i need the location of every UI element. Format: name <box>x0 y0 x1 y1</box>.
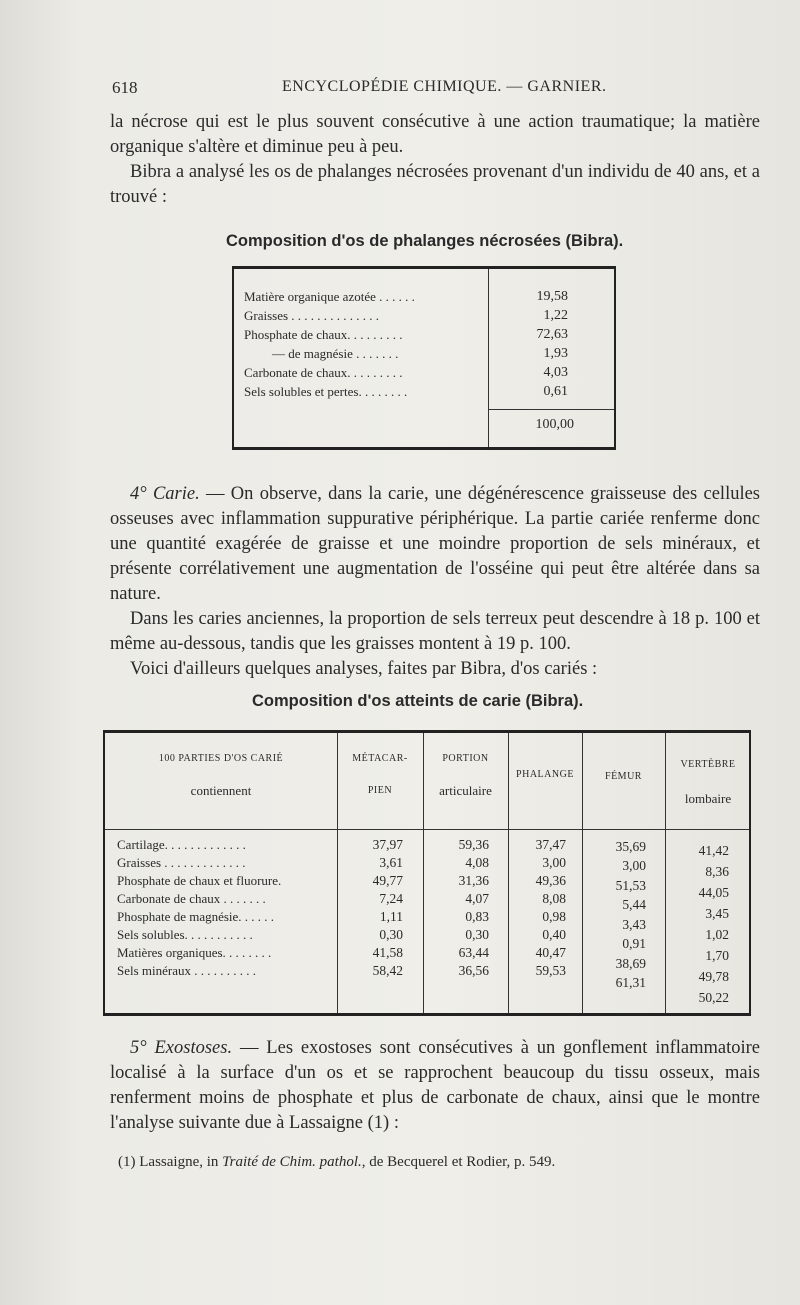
table1-row <box>244 346 608 364</box>
table1-caption: Composition d'os de phalanges nécrosées (Bibra). <box>226 232 624 250</box>
table1-sum-line <box>488 409 614 410</box>
table2-cell: 0,83 <box>465 909 489 924</box>
table2-cell: 3,00 <box>542 855 566 870</box>
table2-header-vertebre: VERTÈBRE <box>680 759 736 770</box>
exostoses-text <box>110 1036 760 1136</box>
table1-row-label: — de magnésie . . . . . . . <box>272 346 399 361</box>
table2-header-vertebre-sub: lombaire <box>684 791 732 806</box>
table1-row-label: Matière organique azotée . . . . . . <box>244 289 415 304</box>
table2-cell: 0,91 <box>622 936 646 951</box>
footnote-text-pre: Lassaigne, in <box>139 1154 219 1170</box>
table2-header-portion-sub: articulaire <box>439 783 492 798</box>
exostoses-paragraph <box>110 1036 760 1136</box>
table2-cell: 31,36 <box>458 873 489 888</box>
table1-row-label: Phosphate de chaux. . . . . . . . . <box>244 327 403 342</box>
table2-row-label: Graisses . . . . . . . . . . . . . <box>117 855 246 870</box>
table2-cell: 49,77 <box>372 873 403 888</box>
table2-cell: 41,42 <box>698 843 729 858</box>
table2-row-label: Carbonate de chaux . . . . . . . <box>117 891 266 906</box>
carie-paragraph-1-body: — On observe, dans la carie, une dégénérescence graisseuse des cellules osseuses avec inflammation suppurative périphérique. La partie cariée renferme donc une quantité exagérée de graisse et une moindre proportion de sels minéraux, et présente corrélativement une augmentation de l'osséine qui peut être altérée dans sa nature. <box>110 484 761 604</box>
footnote <box>118 1154 555 1171</box>
intro-text <box>110 110 760 210</box>
carie-paragraph-1 <box>110 482 760 607</box>
table2-row-label: Sels solubles. . . . . . . . . . . <box>117 927 253 942</box>
table2-cell: 4,07 <box>465 891 489 906</box>
table1-row <box>244 327 608 345</box>
table1-row-label: Graisses . . . . . . . . . . . . . . <box>244 308 380 323</box>
table1-total: 100,00 <box>535 417 574 432</box>
table2-cell: 36,56 <box>458 963 489 978</box>
table2-cell: 58,42 <box>372 963 403 978</box>
table2-cell: 44,05 <box>698 885 729 900</box>
carie-text <box>110 482 760 682</box>
table2-cell: 59,36 <box>458 837 489 852</box>
table1-row <box>244 289 608 307</box>
table1-row-label: Sels solubles et pertes. . . . . . . . <box>244 384 408 399</box>
table2-cell: 1,02 <box>705 927 729 942</box>
carie-paragraph-2: Dans les caries anciennes, la proportion de sels terreux peut descendre à 18 p. 100 et même au-dessous, tandis que les graisses montent à 19 p. 100. <box>110 609 760 654</box>
intro-paragraph-1: la nécrose qui est le plus souvent consécutive à une action traumatique; la matière organique s'altère et diminue peu à peu. <box>110 112 760 157</box>
table2-cell: 7,24 <box>379 891 403 906</box>
table2-cell: 5,44 <box>622 897 646 912</box>
page-header <box>112 72 752 100</box>
table2-cell: 3,61 <box>379 855 403 870</box>
table2-cell: 37,97 <box>372 837 403 852</box>
table2-row-label: Cartilage. . . . . . . . . . . . . <box>117 837 246 852</box>
exostoses-body: — Les exostoses sont consécutives à un gonflement inflammatoire localisé à la surface d'un os et se rapprochent beaucoup du tissu osseux, mais renferment moins de phosphate et plus de carbonate de chaux, ainsi que le montre l'analyse suivante due à Lassaigne (1) : <box>110 1038 761 1133</box>
table2-cell: 51,53 <box>615 878 646 893</box>
table2-cell: 38,69 <box>615 956 646 971</box>
carie-paragraph-3: Voici d'ailleurs quelques analyses, faites par Bibra, d'os cariés : <box>130 659 598 679</box>
table2-cell: 63,44 <box>458 945 489 960</box>
table2-row-label: Matières organiques. . . . . . . . <box>117 945 272 960</box>
table2-cell: 40,47 <box>535 945 566 960</box>
table2-cell: 35,69 <box>615 839 646 854</box>
table2-cell: 0,40 <box>542 927 566 942</box>
table1-row-value: 1,22 <box>543 308 568 323</box>
table2-header-metacarpien: MÉTACAR- <box>352 753 408 764</box>
table2-caption: Composition d'os atteints de carie (Bibra). <box>252 692 584 710</box>
table2-cell: 8,08 <box>542 891 566 906</box>
running-title: ENCYCLOPÉDIE CHIMIQUE. — GARNIER. <box>282 78 607 95</box>
table1-row <box>244 365 608 383</box>
table1-row <box>244 308 608 326</box>
table2-cell: 59,53 <box>535 963 566 978</box>
necrose-composition-table <box>232 266 616 450</box>
table2-row-label: Phosphate de chaux et fluorure. <box>117 873 282 888</box>
footnote-text-post: de Becquerel et Rodier, p. 549. <box>369 1154 556 1170</box>
table2-cell: 8,36 <box>705 864 729 879</box>
table2-cell: 0,30 <box>379 927 403 942</box>
footnote-text-italic: Traité de Chim. pathol., <box>222 1154 366 1170</box>
table1-row-value: 4,03 <box>543 365 568 380</box>
table2-cell: 3,43 <box>622 917 646 932</box>
table2-header-line <box>105 829 749 830</box>
table2-header-portion: PORTION <box>442 753 489 764</box>
table2-cell: 0,30 <box>465 927 489 942</box>
table2-cell: 3,00 <box>622 858 646 873</box>
table2-cell: 1,70 <box>705 948 729 963</box>
table2-cell: 61,31 <box>615 975 646 990</box>
table2-header-label-sub: contiennent <box>190 783 252 798</box>
table1-row-value: 0,61 <box>543 384 568 399</box>
table2-cell: 37,47 <box>535 837 566 852</box>
footnote-mark: (1) <box>118 1154 136 1170</box>
table2-header-femur: FÉMUR <box>605 771 642 782</box>
carie-title: 4° Carie. <box>130 484 200 504</box>
table1-row-label: Carbonate de chaux. . . . . . . . . <box>244 365 403 380</box>
table2-cell: 3,45 <box>705 906 729 921</box>
table2-row-label: Phosphate de magnésie. . . . . . <box>117 909 275 924</box>
page-number: 618 <box>112 78 138 97</box>
table2-cell: 4,08 <box>465 855 489 870</box>
table1-row <box>244 384 608 402</box>
table2-header-metacarpien-sub: PIEN <box>367 785 393 796</box>
carie-composition-table <box>103 730 751 1016</box>
table2-cell: 1,11 <box>379 909 403 924</box>
table2-cell: 0,98 <box>542 909 566 924</box>
table2-cell: 49,36 <box>535 873 566 888</box>
table1-row-value: 19,58 <box>536 289 568 304</box>
intro-paragraph-2: Bibra a analysé les os de phalanges nécrosées provenant d'un individu de 40 ans, et a trouvé : <box>110 162 760 207</box>
table2-header-label: 100 PARTIES D'OS CARIÉ <box>158 753 284 764</box>
table2-cell: 49,78 <box>698 969 729 984</box>
exostoses-title: 5° Exostoses. <box>130 1038 233 1058</box>
table2-row-label: Sels minéraux . . . . . . . . . . <box>117 963 257 978</box>
table1-row-value: 1,93 <box>543 346 568 361</box>
table2-cell: 50,22 <box>698 990 729 1005</box>
table2-header-phalange: PHALANGE <box>516 769 574 780</box>
table2-cell: 41,58 <box>372 945 403 960</box>
table1-row-value: 72,63 <box>536 327 568 342</box>
